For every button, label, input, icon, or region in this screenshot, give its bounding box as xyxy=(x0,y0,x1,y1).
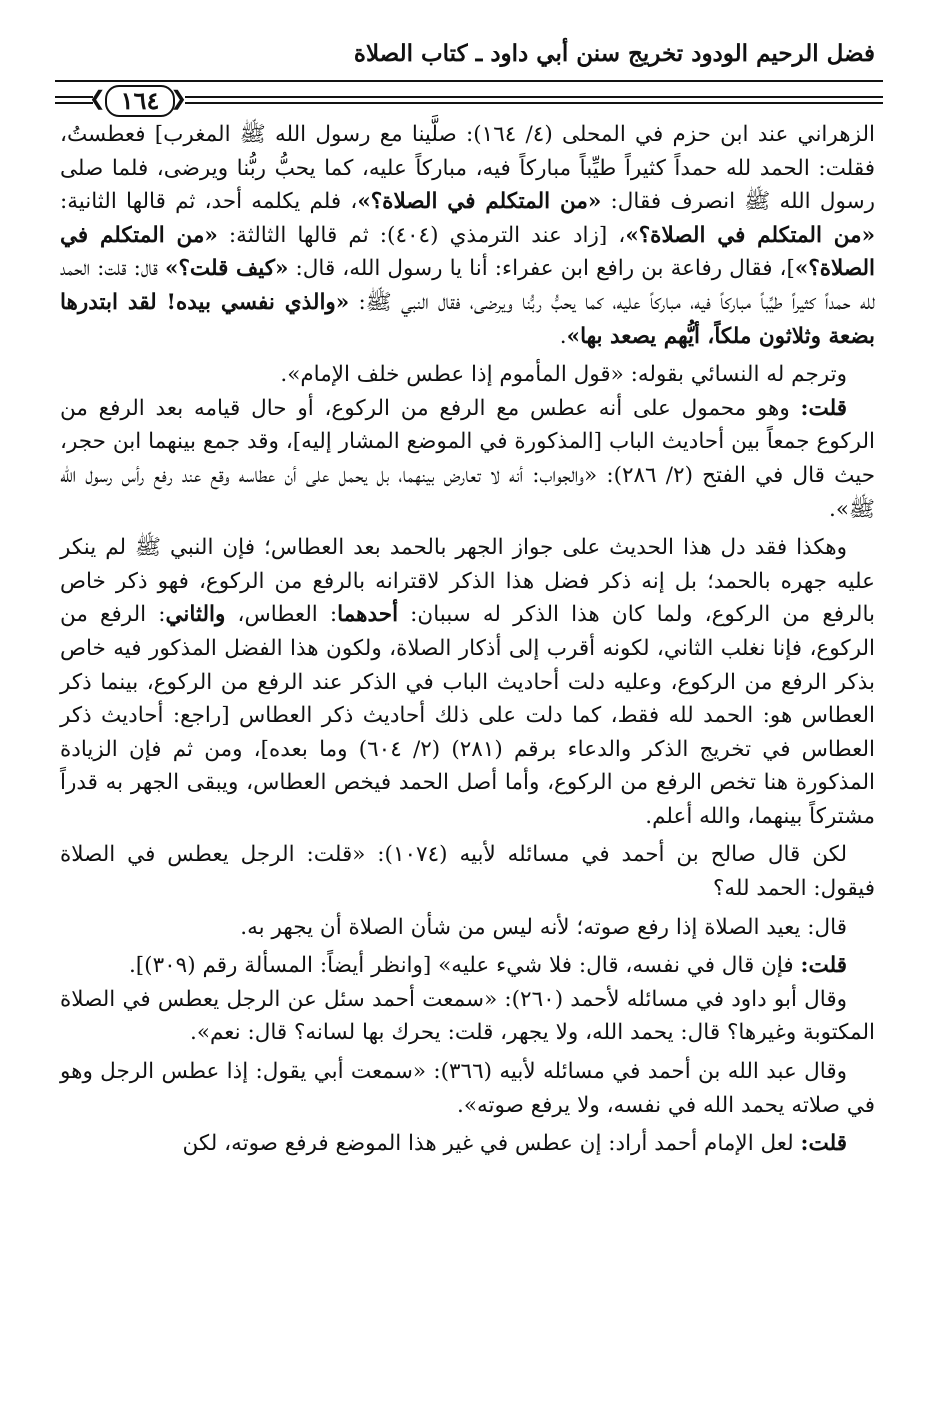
paragraph xyxy=(60,1127,875,1161)
page-header xyxy=(55,36,883,122)
main-text xyxy=(60,118,875,1161)
text-run: وقال عبد الله بن أحمد في مسائله لأبيه (٣٦٦): «سمعت أبي يقول: إذا عطس الرجل وهو في صلاته يحمد الله في نفسه، ولا يرفع صوته». xyxy=(60,1059,875,1118)
text-run: ، فلم يكلمه أحد، ثم قالها الثانية: xyxy=(60,189,358,215)
paragraph xyxy=(60,392,875,526)
paragraph xyxy=(60,531,875,833)
bold-run: قلت: xyxy=(800,1131,847,1157)
text-run: ]، فقال رفاعة بن رافع ابن عفراء: أنا يا رسول الله، قال: xyxy=(288,256,795,282)
paragraph xyxy=(60,949,875,983)
bold-run: أحدهما xyxy=(337,602,399,628)
text-run: فإن قال في نفسه، قال: فلا شيء عليه» [وانظر أيضاً: المسألة رقم (٣٠٩)]. xyxy=(128,953,801,979)
header-double-rule-left xyxy=(55,96,93,108)
paragraph xyxy=(60,838,875,905)
bold-run: «والذي نفسي بيده! لقد ابتدرها بضعة وثلاثون ملكاً، أيُّهم يصعد بها» xyxy=(60,289,875,349)
text-run: وهكذا فقد دل هذا الحديث على جواز الجهر بالحمد بعد العطاس؛ فإن النبي ﷺ لم ينكر عليه جهره بالحمد؛ بل إنه ذكر فضل هذا الذكر لاقترانه بالرفع من الركوع، فهو ذكر خاص بالرفع من الركوع، ولما كان هذا الذكر له سببان: xyxy=(60,535,875,628)
paragraph xyxy=(60,911,875,945)
text-run: ، [زاد عند الترمذي (٤٠٤): ثم قالها الثالثة: xyxy=(217,222,626,248)
paragraph xyxy=(60,358,875,392)
bold-run: «من المتكلم في الصلاة؟» xyxy=(625,222,876,248)
text-run: وترجم له النسائي بقوله: «قول المأموم إذا عطس خلف الإمام». xyxy=(280,362,847,388)
page-number: ١٦٤ xyxy=(105,85,175,117)
text-run: : الرفع من الركوع، فإنا نغلب الثاني، لكونه أقرب إلى أذكار الصلاة، ولكون هذا الفضل المذكور فيه خاص بذكر الرفع من الركوع، وعليه دلت أحاديث الباب في الذكر عند الرفع من الركوع، بينما ذكر العطاس هو: الحمد لله فقط، كما دلت على ذلك أحاديث ذكر العطاس [راجع: أحاديث ذكر العطاس في تخريج الذكر والدعاء برقم (٢٨١) (٢/ ٦٠٤) وما بعده]، ومن ثم فإن الزيادة المذكورة هنا تخص الرفع من الركوع، وأما أصل الحمد فيخص العطاس، ويبقى الجهر به قدراً مشتركاً بينهما، والله أعلم. xyxy=(60,602,876,829)
text-run: قال: قلت: الحمد لله حمداً كثيراً طيِّباً مباركاً فيه، مباركاً عليه، كما يحبُّ ربُّنا ويرضى، فقال النبي ﷺ: xyxy=(60,256,875,315)
header-rule xyxy=(55,80,883,82)
header-double-rule-right xyxy=(185,96,883,108)
text-run: . xyxy=(559,323,567,349)
bold-run: والثاني xyxy=(165,602,226,628)
text-run: : العطاس، xyxy=(225,602,338,628)
text-run: الزهراني عند ابن حزم في المحلى (٤/ ١٦٤): صلَّينا مع رسول الله ﷺ المغرب] فعطستُ، فقلت: الحمد لله حمداً كثيراً طيِّباً مباركاً فيه، مباركاً عليه، كما يحبُّ ربُّنا ويرضى، فلما صلى رسول الله ﷺ انصرف فقال: xyxy=(60,122,875,215)
text-run: وقال أبو داود في مسائله لأحمد (٢٦٠): «سمعت أحمد سئل عن الرجل يعطس في الصلاة المكتوبة وغيرها؟ قال: يحمد الله، ولا يجهر، قلت: يحرك بها لسانه؟ قال: نعم». xyxy=(60,986,875,1046)
bold-run: «كيف قلت؟» xyxy=(165,256,289,282)
bold-run: قلت: xyxy=(800,395,847,421)
text-run: لعل الإمام أحمد أراد: إن عطس في غير هذا الموضع فرفع صوته، لكن xyxy=(182,1131,801,1157)
bold-run: قلت: xyxy=(800,953,847,979)
text-run: لكن قال صالح بن أحمد في مسائله لأبيه (١٠٧٤): «قلت: الرجل يعطس في الصلاة فيقول: الحمد لله؟ xyxy=(60,842,875,902)
paragraph xyxy=(60,118,875,353)
text-run: قال: يعيد الصلاة إذا رفع صوته؛ لأنه ليس من شأن الصلاة أن يجهر به. xyxy=(240,914,847,940)
ornament-left-icon: ❯ xyxy=(89,86,106,110)
text-run: وهو محمول على أنه عطس مع الرفع من الركوع، أو حال قيامه بعد الرفع من الركوع جمعاً بين أحاديث الباب [المذكورة في الموضع المشار إليه]، وقد جمع بينهما ابن حجر، حيث قال في الفتح (٢/ ٢٨٦): «والجواب: أنه لا تعارض بينهما، بل يحمل على أن عطاسه وقع عند رفع رأس رسول الله ﷺ». xyxy=(60,395,875,522)
page-number-ornament xyxy=(91,83,185,117)
ornament-right-icon: ❮ xyxy=(170,86,187,110)
running-title: فضل الرحيم الودود تخريج سنن أبي داود ـ كتاب الصلاة xyxy=(353,40,875,67)
paragraph xyxy=(60,983,875,1050)
paragraph xyxy=(60,1055,875,1122)
bold-run: «من المتكلم في الصلاة؟» xyxy=(60,222,876,282)
bold-run: «من المتكلم في الصلاة؟» xyxy=(357,189,602,215)
